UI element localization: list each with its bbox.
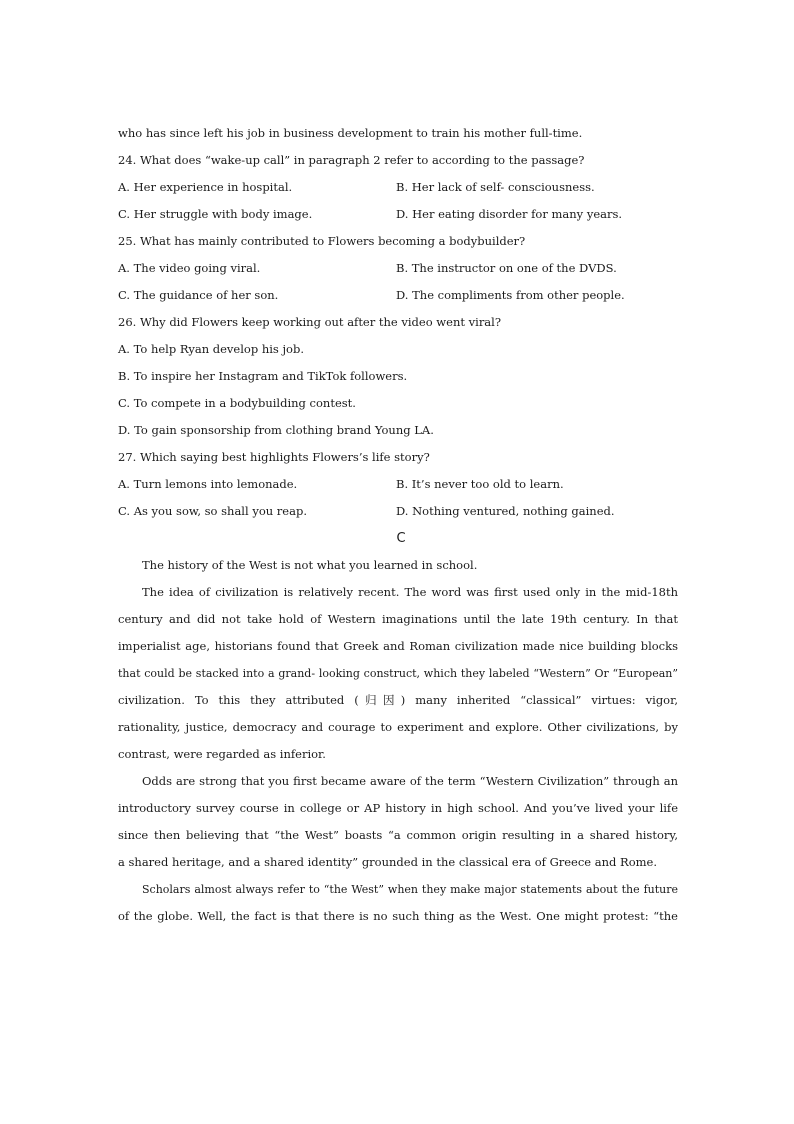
section-heading: C <box>396 531 406 546</box>
option-d[interactable]: D. The compliments from other people. <box>396 288 625 302</box>
option-a[interactable]: A. The video going viral. <box>118 261 261 275</box>
document-page <box>118 120 678 930</box>
options-row <box>118 471 678 498</box>
question-stem: 25. What has mainly contributed to Flowers becoming a bodybuilder? <box>118 234 526 248</box>
option-c[interactable]: C. To compete in a bodybuilding contest. <box>118 396 356 410</box>
paragraph-2 <box>118 579 678 768</box>
option-a[interactable]: A. Her experience in hospital. <box>118 180 293 194</box>
question-stem: 26. Why did Flowers keep working out after the video went viral? <box>118 315 502 329</box>
question-stem: 27. Which saying best highlights Flowers’s life story? <box>118 450 430 464</box>
paragraph-line: introductory survey course in college or AP history in high school. And you’ve lived your life <box>118 801 678 815</box>
option-b[interactable]: B. To inspire her Instagram and TikTok followers. <box>118 369 408 383</box>
option-c[interactable]: C. As you sow, so shall you reap. <box>118 504 307 518</box>
option-c[interactable]: C. Her struggle with body image. <box>118 207 313 221</box>
paragraph-1 <box>118 552 678 579</box>
paragraph-line: imperialist age, historians found that Greek and Roman civilization made nice building blocks <box>118 639 678 653</box>
paragraph-line: The history of the West is not what you learned in school. <box>142 558 478 572</box>
option-b[interactable]: B. It’s never too old to learn. <box>396 477 564 491</box>
paragraph-line: contrast, were regarded as inferior. <box>118 747 326 761</box>
paragraph-line: civilization. To this they attributed (归因) many inherited “classical” virtues: vigor, <box>118 693 678 707</box>
paragraph-3 <box>118 768 678 876</box>
option-d[interactable]: D. Her eating disorder for many years. <box>396 207 623 221</box>
question-26 <box>118 309 678 444</box>
option-a[interactable]: A. To help Ryan develop his job. <box>118 342 304 356</box>
options-row <box>118 498 678 525</box>
options-row <box>118 174 678 201</box>
option-c[interactable]: C. The guidance of her son. <box>118 288 279 302</box>
paragraph-line: Odds are strong that you first became aware of the term “Western Civilization” through an <box>142 774 678 788</box>
option-a[interactable]: A. Turn lemons into lemonade. <box>118 477 298 491</box>
paragraph-4 <box>118 876 678 930</box>
option-b[interactable]: B. Her lack of self- consciousness. <box>396 180 595 194</box>
options-row <box>118 255 678 282</box>
paragraph-line: Scholars almost always refer to “the West” when they make major statements about the future <box>142 883 678 896</box>
question-25 <box>118 228 678 309</box>
paragraph-line: since then believing that “the West” boasts “a common origin resulting in a shared history, <box>118 828 678 842</box>
option-d[interactable]: D. To gain sponsorship from clothing brand Young LA. <box>118 423 434 437</box>
option-b[interactable]: B. The instructor on one of the DVDS. <box>396 261 617 275</box>
option-d[interactable]: D. Nothing ventured, nothing gained. <box>396 504 615 518</box>
paragraph-line: of the globe. Well, the fact is that there is no such thing as the West. One might protest: “the <box>118 909 678 923</box>
question-24 <box>118 147 678 228</box>
options-row <box>118 282 678 309</box>
passage-continuation-line: who has since left his job in business development to train his mother full-time. <box>118 126 583 140</box>
options-row <box>118 201 678 228</box>
paragraph-line: rationality, justice, democracy and courage to experiment and explore. Other civilizations, by <box>118 720 678 734</box>
paragraph-line: century and did not take hold of Western imaginations until the late 19th century. In that <box>118 612 678 626</box>
paragraph-line: The idea of civilization is relatively recent. The word was first used only in the mid-18th <box>142 585 678 599</box>
question-stem: 24. What does “wake-up call” in paragraph 2 refer to according to the passage? <box>118 153 585 167</box>
paragraph-line: a shared heritage, and a shared identity” grounded in the classical era of Greece and Rome. <box>118 855 657 869</box>
paragraph-line: that could be stacked into a grand- looking construct, which they labeled “Western” Or “European” <box>118 667 678 680</box>
question-27 <box>118 444 678 525</box>
